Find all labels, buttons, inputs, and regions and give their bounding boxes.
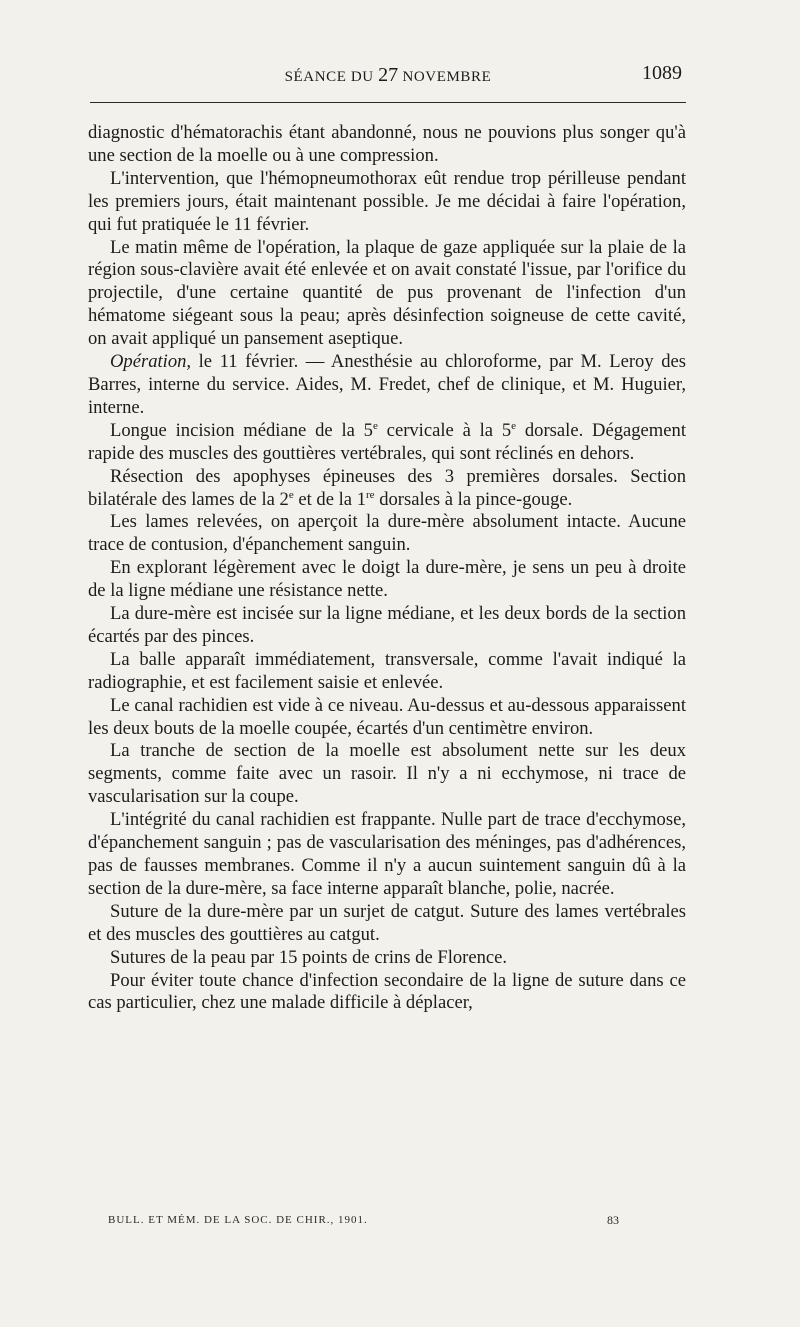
- body-text: [88, 122, 686, 1015]
- footer-signature: 83: [607, 1213, 619, 1227]
- paragraph: diagnostic d'hématorachis étant abandonné, nous ne pouvions plus songer qu'à une section de la moelle ou à une compression.: [88, 122, 686, 166]
- superscript: e: [288, 488, 294, 501]
- superscript: re: [366, 488, 375, 501]
- paragraph: La balle apparaît immédiatement, transversale, comme l'avait indiqué la radiographie, et est facilement saisie et enlevée.: [88, 648, 686, 693]
- paragraph: La tranche de section de la moelle est absolument nette sur les deux segments, comme faite avec un rasoir. Il n'y a ni ecchymose, ni trace de vascularisation sur la coupe.: [88, 740, 686, 808]
- running-header: [90, 62, 686, 92]
- paragraph: Pour éviter toute chance d'infection secondaire de la ligne de suture dans ce cas particulier, chez une malade difficile à déplacer,: [88, 969, 686, 1014]
- paragraph: Le canal rachidien est vide à ce niveau. Au-dessus et au-dessous apparaissent les deux bouts de la moelle coupée, écartés d'un centimètre environ.: [88, 694, 686, 739]
- paragraph: Le matin même de l'opération, la plaque de gaze appliquée sur la plaie de la région sous-clavière avait été enlevée et on avait constaté l'issue, par l'orifice du projectile, d'une certaine quantité de pus provenant de l'infection d'un hématome siégeant sous la peau; après désinfection soigneuse de cette cavité, on avait appliqué un pansement aseptique.: [88, 236, 686, 350]
- paragraph: L'intervention, que l'hémopneumothorax eût rendue trop périlleuse pendant les premiers jours, était maintenant possible. Je me décidai à faire l'opération, qui fut pratiquée le 11 février.: [88, 167, 686, 235]
- italic-lead: Opération,: [110, 351, 192, 373]
- paragraph-incision: Longue incision médiane de la 5e cervicale à la 5e dorsale. Dégagement rapide des muscles des gouttières vertébrales, qui sont réclinés en dehors.: [88, 419, 686, 464]
- page-number: 1089: [642, 62, 682, 84]
- header-title-day: 27: [378, 64, 399, 86]
- header-title: [90, 64, 686, 87]
- superscript: e: [372, 419, 378, 432]
- paragraph-resection: Résection des apophyses épineuses des 3 premières dorsales. Section bilatérale des lames de la 2e et de la 1re dorsales à la pince-gouge.: [88, 465, 686, 510]
- paragraph: Suture de la dure-mère par un surjet de catgut. Suture des lames vertébrales et des muscles des gouttières au catgut.: [88, 900, 686, 945]
- paragraph: En explorant légèrement avec le doigt la dure-mère, je sens un peu à droite de la ligne médiane une résistance nette.: [88, 557, 686, 602]
- paragraph-operation: [88, 351, 686, 420]
- paragraph: Sutures de la peau par 15 points de crins de Florence.: [110, 946, 508, 968]
- header-title-left: SÉANCE DU: [284, 69, 374, 85]
- superscript: e: [511, 419, 517, 432]
- header-rule: [90, 102, 686, 103]
- header-title-right: NOVEMBRE: [402, 69, 492, 85]
- paragraph: L'intégrité du canal rachidien est frappante. Nulle part de trace d'ecchymose, d'épanchement sanguin ; pas de vascularisation des méninges, pas d'adhérences, pas de fausses membranes. Comme il n'y a aucun suintement sanguin dû à la section de la dure-mère, sa face interne apparaît blanche, polie, nacrée.: [88, 809, 686, 899]
- paragraph: La dure-mère est incisée sur la ligne médiane, et les deux bords de la section écartés par des pinces.: [88, 603, 686, 647]
- paragraph: Les lames relevées, on aperçoit la dure-mère absolument intacte. Aucune trace de contusion, d'épanchement sanguin.: [88, 511, 686, 556]
- paragraph-text: le 11 février. — Anesthésie au chloroforme, par M. Leroy des Barres, interne du service. Aides, M. Fredet, chef de clinique, et M. Huguier, interne.: [88, 351, 686, 418]
- footer-citation: BULL. ET MÉM. DE LA SOC. DE CHIR., 1901.: [108, 1214, 368, 1226]
